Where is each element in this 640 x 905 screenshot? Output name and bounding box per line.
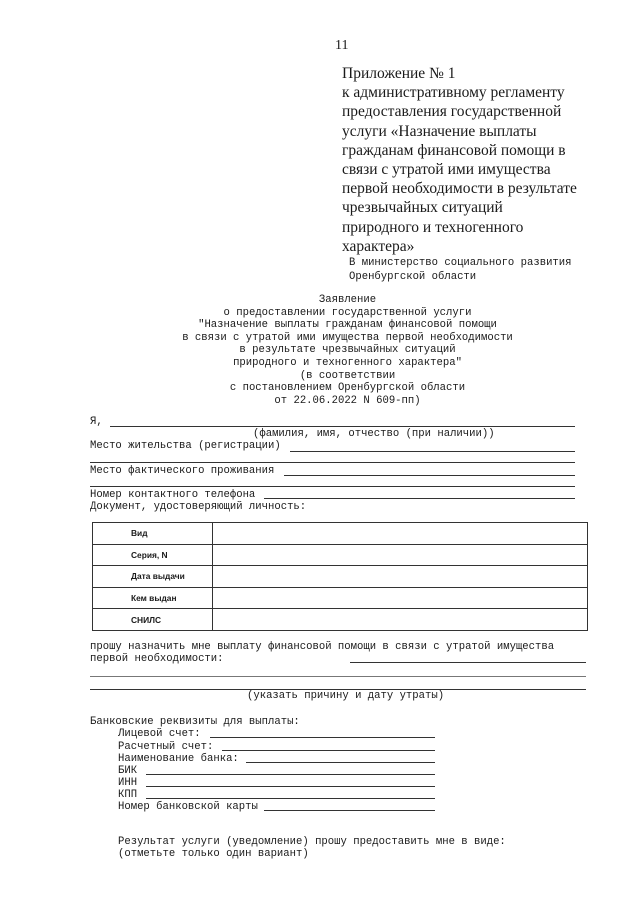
result-line-1: Результат услуги (уведомление) прошу предоставить мне в виде: — [118, 836, 506, 848]
inn-input-line[interactable] — [146, 786, 435, 787]
annex-line: Приложение № 1 — [342, 65, 456, 82]
statement-line: (в соответствии — [299, 369, 396, 382]
id-row-value-issue-date[interactable] — [213, 566, 588, 588]
result-line-2: (отметьте только один вариант) — [118, 848, 309, 860]
id-row-label-snils: СНИЛС — [93, 609, 213, 631]
addressee-line: В министерство социального развития — [349, 257, 572, 269]
id-row-label-issued-by: Кем выдан — [93, 587, 213, 609]
residence-input-line[interactable] — [290, 451, 575, 452]
annex-line: предоставления государственной — [342, 103, 562, 121]
statement-line: природного и техногенного характера" — [233, 356, 462, 369]
table-row — [93, 609, 588, 631]
id-row-value-issued-by[interactable] — [213, 587, 588, 609]
card-number-label: Номер банковской карты — [118, 801, 258, 813]
actual-residence-input-line-2[interactable] — [90, 486, 575, 487]
residence-input-line-2[interactable] — [90, 462, 575, 463]
phone-label: Номер контактного телефона — [90, 489, 256, 501]
id-row-value-series[interactable] — [213, 544, 588, 566]
kpp-label: КПП — [118, 789, 138, 801]
annex-line: природного и техногенного — [342, 218, 524, 236]
id-row-label-issue-date: Дата выдачи — [93, 566, 213, 588]
actual-residence-input-line[interactable] — [284, 475, 575, 476]
id-row-label-type: Вид — [93, 523, 213, 545]
statement-title-block — [150, 294, 545, 407]
settlement-account-input-line[interactable] — [222, 750, 435, 751]
bik-input-line[interactable] — [146, 774, 435, 775]
table-row — [93, 544, 588, 566]
reason-input-line[interactable] — [350, 662, 586, 663]
addressee-line: Оренбургской области — [349, 270, 477, 283]
annex-line: к административному регламенту — [342, 84, 565, 102]
card-number-input-line[interactable] — [264, 810, 435, 811]
id-row-label-series: Серия, N — [93, 544, 213, 566]
annex-heading — [342, 64, 602, 256]
reason-input-line-2[interactable] — [90, 676, 586, 677]
table-row — [93, 587, 588, 609]
addressee-block — [349, 257, 572, 283]
id-row-value-snils[interactable] — [213, 609, 588, 631]
statement-line: от 22.06.2022 N 609-пп) — [274, 394, 421, 407]
table-row — [93, 523, 588, 545]
settlement-account-label: Расчетный счет: — [118, 741, 214, 753]
phone-input-line[interactable] — [264, 498, 575, 499]
fio-hint: (фамилия, имя, отчество (при наличии)) — [253, 428, 495, 440]
id-row-value-type[interactable] — [213, 523, 588, 545]
annex-line: характера» — [342, 237, 415, 255]
annex-line: гражданам финансовой помощи в — [342, 141, 566, 159]
actual-residence-label: Место фактического проживания — [90, 465, 275, 477]
statement-line: в результате чрезвычайных ситуаций — [239, 344, 456, 357]
bank-name-label: Наименование банка: — [118, 753, 239, 765]
reason-hint: (указать причину и дату утраты) — [247, 690, 445, 702]
table-row — [93, 566, 588, 588]
kpp-input-line[interactable] — [146, 798, 435, 799]
statement-line: с постановлением Оренбургской области — [229, 382, 466, 395]
bank-details-header: Банковские реквизиты для выплаты: — [90, 716, 300, 728]
personal-account-input-line[interactable] — [210, 737, 435, 738]
statement-line: "Назначение выплаты гражданам финансовой помощи — [198, 319, 497, 332]
page-number: 11 — [335, 38, 349, 53]
id-document-table — [92, 522, 588, 631]
annex-line: первой необходимости в результате — [342, 180, 577, 198]
statement-line: о предоставлении государственной услуги — [223, 306, 472, 319]
annex-line: связи с утратой ими имущества — [342, 161, 551, 179]
personal-account-label: Лицевой счет: — [118, 728, 201, 740]
inn-label: ИНН — [118, 777, 138, 789]
i-label: Я, — [90, 416, 103, 428]
id-doc-label: Документ, удостоверяющий личность: — [90, 501, 307, 513]
request-line-2: первой необходимости: — [90, 653, 224, 665]
annex-line: услуги «Назначение выплаты — [342, 122, 537, 140]
residence-label: Место жительства (регистрации) — [90, 440, 281, 452]
statement-line: в связи с утратой ими имущества первой необходимости — [182, 331, 513, 344]
fio-input-line[interactable] — [110, 426, 575, 427]
bik-label: БИК — [118, 765, 138, 777]
annex-line: чрезвычайных ситуаций — [342, 199, 503, 217]
bank-name-input-line[interactable] — [246, 762, 435, 763]
request-line-1: прошу назначить мне выплату финансовой помощи в связи с утратой имущества — [90, 641, 555, 653]
statement-title: Заявление — [318, 294, 377, 306]
